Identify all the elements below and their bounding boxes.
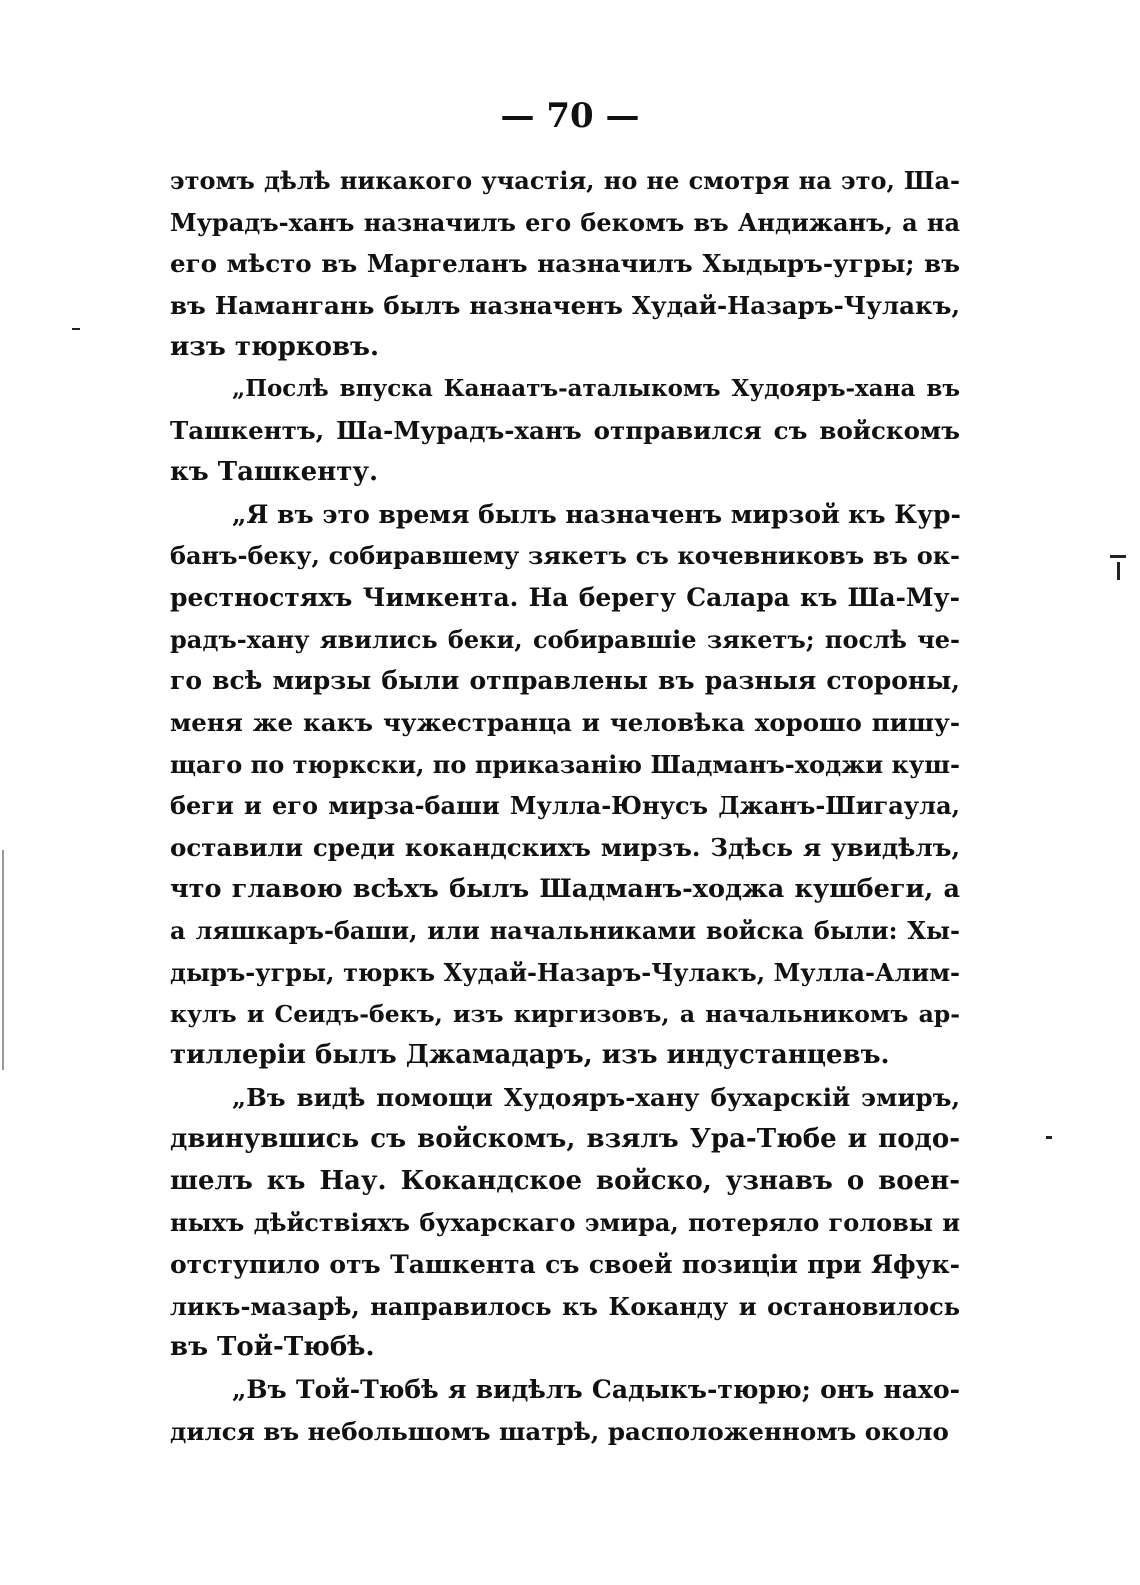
text-line: го всѣ мирзы были отправлены въ разныя стороны, bbox=[170, 666, 960, 696]
text-line: Мурадъ-ханъ назначилъ его бекомъ въ Андижанъ, а на bbox=[170, 207, 960, 237]
scan-mark bbox=[2, 850, 4, 1070]
body-text bbox=[170, 160, 960, 1452]
scan-mark bbox=[1110, 555, 1126, 558]
text-line: „Я въ это время былъ назначенъ мирзой къ Кур- bbox=[232, 499, 961, 529]
text-line: кулъ и Сеидъ-бекъ, изъ киргизовъ, а начальникомъ ар- bbox=[170, 999, 960, 1028]
text-line: этомъ дѣлѣ никакого участія, но не смотря на это, Ша- bbox=[170, 166, 960, 195]
text-line: щаго по тюркски, по приказанію Шадманъ-ходжи куш- bbox=[170, 749, 960, 779]
text-line: рестностяхъ Чимкента. На берегу Салара къ Ша-Му- bbox=[170, 582, 960, 612]
text-line: ныхъ дѣйствіяхъ бухарскаго эмира, потеряло головы и bbox=[170, 1208, 960, 1238]
text-line: „Въ Той-Тюбѣ я видѣлъ Садыкъ-тюрю; онъ нахо- bbox=[232, 1374, 960, 1404]
text-line: шелъ къ Нау. Кокандское войско, узнавъ о воен- bbox=[170, 1165, 960, 1196]
paragraph bbox=[170, 1369, 960, 1452]
text-line: дыръ-угры, тюркъ Худай-Назаръ-Чулакъ, Мулла-Алим- bbox=[170, 958, 960, 988]
text-line: „Послѣ впуска Канаатъ-аталыкомъ Худояръ-хана въ bbox=[232, 375, 960, 403]
text-line: а ляшкаръ-баши, или начальниками войска были: Хы- bbox=[170, 916, 960, 946]
paragraph bbox=[170, 160, 960, 368]
paragraph bbox=[170, 368, 960, 493]
text-line: Ташкентъ, Ша-Мурадъ-ханъ отправился съ войскомъ bbox=[170, 416, 960, 446]
text-line: двинувшись съ войскомъ, взялъ Ура-Тюбе и подо- bbox=[170, 1123, 960, 1154]
text-line: въ Намангань былъ назначенъ Худай-Назаръ-Чулакъ, bbox=[170, 291, 960, 321]
text-line: оставили среди кокандскихъ мирзъ. Здѣсь я увидѣлъ, bbox=[170, 833, 960, 862]
text-line: его мѣсто въ Маргеланъ назначилъ Хыдыръ-угры; въ bbox=[170, 249, 960, 279]
paragraph bbox=[170, 1077, 960, 1369]
text-line: что главою всѣхъ былъ Шадманъ-ходжа кушбеги, а bbox=[170, 873, 960, 904]
text-line: дился въ небольшомъ шатрѣ, расположенномъ около bbox=[170, 1416, 949, 1446]
scan-mark bbox=[72, 328, 80, 330]
text-line: радъ-хану явились беки, собиравшіе зякетъ; послѣ че- bbox=[170, 624, 960, 654]
paragraph bbox=[170, 494, 960, 1078]
text-line: беги и его мирза-баши Мулла-Юнусъ Джанъ-Шигаула, bbox=[170, 791, 960, 821]
text-line: тиллеріи былъ Джамадаръ, изъ индустанцевъ. bbox=[170, 1040, 890, 1071]
text-line: „Въ видѣ помощи Худояръ-хану бухарскій эмиръ, bbox=[232, 1083, 960, 1113]
page-number: — 70 — bbox=[500, 96, 640, 136]
scan-mark bbox=[1046, 1136, 1052, 1139]
scan-mark bbox=[1117, 562, 1120, 580]
text-line: ликъ-мазарѣ, направилось къ Коканду и остановилось bbox=[170, 1291, 960, 1321]
text-line: къ Ташкенту. bbox=[170, 456, 379, 487]
text-line: меня же какъ чужестранца и человѣка хорошо пишу- bbox=[170, 707, 960, 737]
text-line: банъ-беку, собиравшему зякетъ съ кочевниковъ въ ок- bbox=[170, 541, 960, 571]
text-line: отступило отъ Ташкента съ своей позиціи при Яфук- bbox=[170, 1249, 960, 1279]
text-line: изъ тюрковъ. bbox=[170, 331, 380, 362]
text-line: въ Той-Тюбѣ. bbox=[170, 1332, 375, 1363]
